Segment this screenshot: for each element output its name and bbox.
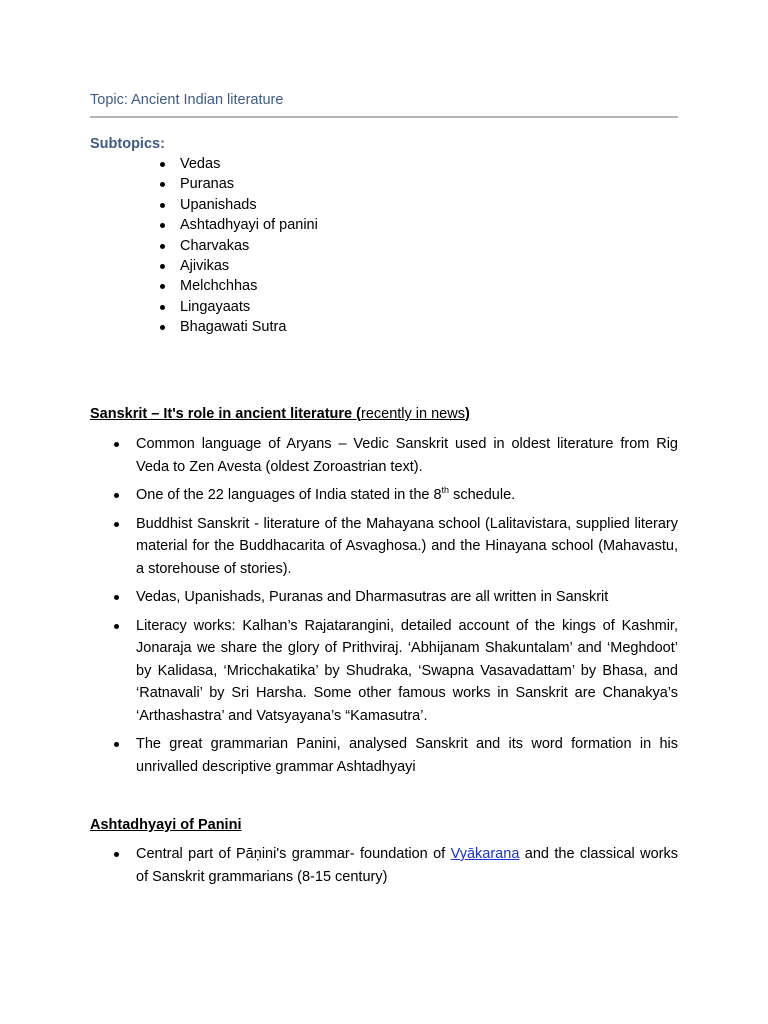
list-item: Charvakas [160, 236, 318, 256]
list-item: Literacy works: Kalhan’s Rajatarangini, detailed account of the kings of Kashmir, Jonaraja we share the glory of Prithviraj. ‘Abhijanam Shakuntalam’ and ‘Meghdoot’ by Kalidasa, ‘Mricchakatika’ by Shudraka, ‘Swapna Vasavadattam’ by Bhasa, and ‘Ratnavali’ by Sri Harsha. Some other famous works in Sanskrit are Chanakya’s ‘Arthashastra’ and Vatsyayana’s “Kamasutra’. [114, 615, 678, 728]
bullet-icon [160, 284, 165, 289]
sanskrit-bullet-list [114, 433, 678, 784]
bullet-icon [160, 223, 165, 228]
bullet-icon [114, 624, 119, 629]
list-item: Lingayaats [160, 297, 318, 317]
section-heading-sanskrit: Sanskrit – It's role in ancient literature (recently in news) [90, 406, 470, 422]
list-item: Puranas [160, 174, 318, 194]
bullet-icon [160, 325, 165, 330]
section-heading-ashtadhyayi: Ashtadhyayi of Panini [90, 817, 242, 833]
vyakarana-link[interactable]: Vyākarana [450, 846, 520, 862]
bullet-icon [114, 493, 119, 498]
topic-title: Topic: Ancient Indian literature [90, 92, 284, 108]
bullet-icon [114, 742, 119, 747]
subtopics-list [160, 154, 318, 338]
title-divider [90, 116, 678, 118]
bullet-icon [114, 595, 119, 600]
list-item: The great grammarian Panini, analysed Sanskrit and its word formation in his unrivalled descriptive grammar Ashtadhyayi [114, 733, 678, 778]
list-item: Vedas, Upanishads, Puranas and Dharmasutras are all written in Sanskrit [114, 586, 678, 609]
list-item: Buddhist Sanskrit - literature of the Mahayana school (Lalitavistara, supplied literary material for the Buddhacarita of Asvaghosa.) and the Hinayana school (Mahavastu, a storehouse of stories). [114, 513, 678, 581]
list-item: One of the 22 languages of India stated in the 8th schedule. [114, 484, 678, 507]
subtopics-label: Subtopics: [90, 136, 165, 152]
bullet-icon [114, 522, 119, 527]
list-item: Central part of Pāṇini's grammar- foundation of Vyākarana and the classical works of Sanskrit grammarians (8-15 century) [114, 843, 678, 888]
bullet-icon [160, 244, 165, 249]
bullet-icon [160, 162, 165, 167]
bullet-icon [160, 182, 165, 187]
bullet-icon [160, 203, 165, 208]
list-item: Ashtadhyayi of panini [160, 215, 318, 235]
bullet-icon [160, 305, 165, 310]
list-item: Melchchhas [160, 276, 318, 296]
list-item: Vedas [160, 154, 318, 174]
list-item: Bhagawati Sutra [160, 317, 318, 337]
list-item: Ajivikas [160, 256, 318, 276]
bullet-icon [114, 852, 119, 857]
list-item: Common language of Aryans – Vedic Sanskrit used in oldest literature from Rig Veda to Zen Avesta (oldest Zoroastrian text). [114, 433, 678, 478]
bullet-icon [160, 264, 165, 269]
bullet-icon [114, 442, 119, 447]
list-item: Upanishads [160, 195, 318, 215]
ashtadhyayi-bullet-list [114, 843, 678, 894]
